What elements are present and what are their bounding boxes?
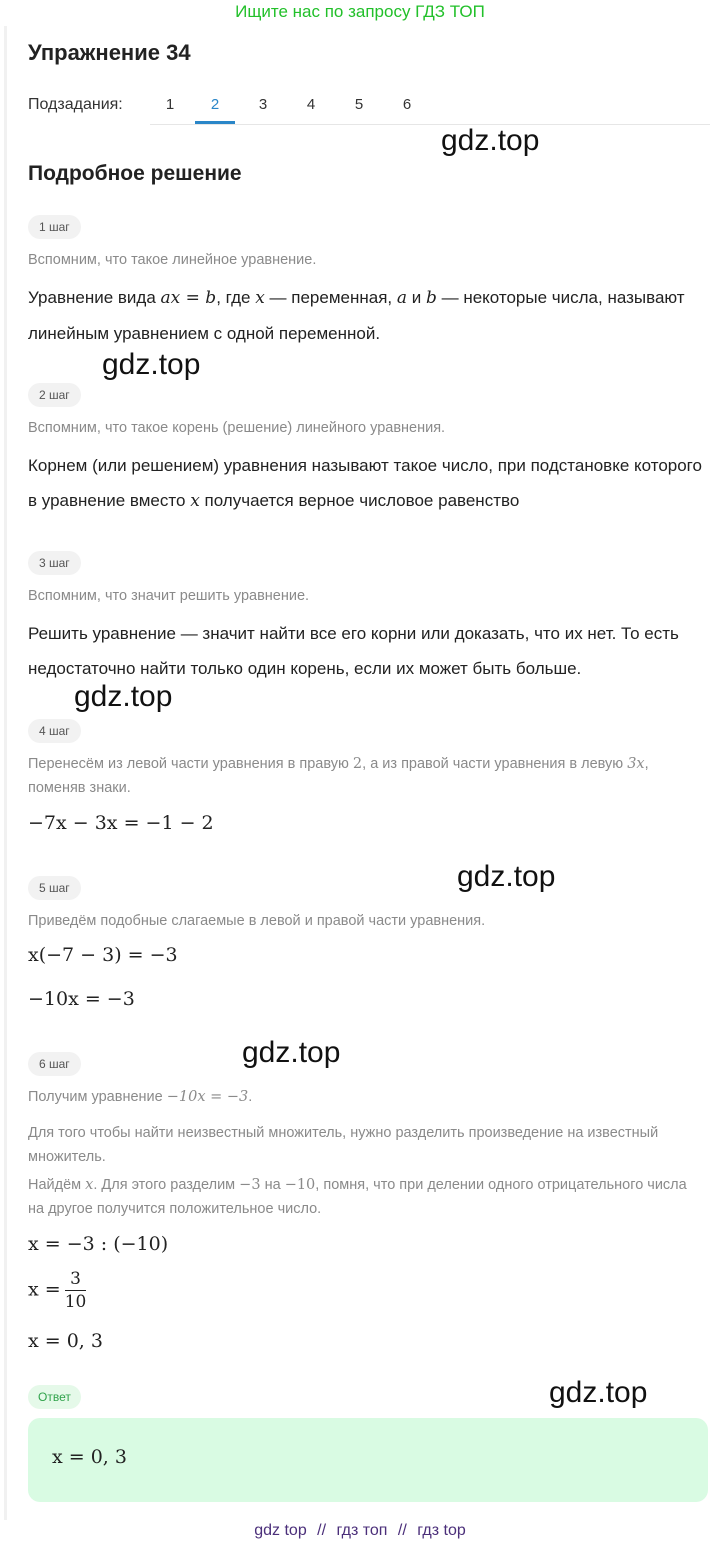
answer-box: [28, 1418, 708, 1502]
equation: x = 0, 3: [28, 1330, 103, 1352]
step-hint: Вспомним, что такое корень (решение) линейного уравнения.: [28, 420, 446, 436]
section-title: Подробное решение: [28, 162, 242, 185]
equation: x = −3 : (−10): [28, 1233, 169, 1255]
subtask-tabs: [150, 88, 710, 125]
step-badge: 2 шаг: [28, 383, 81, 407]
step-hint: Приведём подобные слагаемые в левой и правой части уравнения.: [28, 913, 486, 929]
promo-banner[interactable]: Ищите нас по запросу ГДЗ ТОП: [235, 2, 485, 21]
footer-separator: //: [317, 1522, 327, 1539]
watermark: gdz.top: [102, 348, 201, 381]
active-tab-indicator: [195, 121, 235, 124]
equation: x(−7 − 3) = −3: [28, 944, 178, 966]
watermark: gdz.top: [74, 680, 173, 713]
step-badge: 6 шаг: [28, 1052, 81, 1076]
tab-subtask-3[interactable]: 3: [258, 96, 268, 113]
equation: −10x = −3: [28, 988, 135, 1010]
step-hint: Найдём x. Для этого разделим −3 на −10, помня, что при делении одного отрицательного числа на другое получится положительное число.: [28, 1177, 687, 1217]
tab-subtask-6[interactable]: 6: [402, 96, 412, 113]
step-hint: Перенесём из левой части уравнения в правую 2, а из правой части уравнения в левую 3x, поменяв знаки.: [28, 756, 649, 796]
tab-subtask-1[interactable]: 1: [165, 96, 175, 113]
equation: x = $\frac{3}{10}$: [28, 1269, 87, 1312]
step-hint: Вспомним, что такое линейное уравнение.: [28, 252, 317, 268]
step-badge: 3 шаг: [28, 551, 81, 575]
exercise-title: Упражнение 34: [28, 40, 191, 65]
footer-separator: //: [397, 1522, 407, 1539]
fraction: $\frac{3}{10}$: [64, 1269, 87, 1312]
step-hint: Для того чтобы найти неизвестный множитель, нужно разделить произведение на известный множитель.: [28, 1125, 659, 1165]
step-hint: Вспомним, что значит решить уравнение.: [28, 588, 310, 604]
footer-link[interactable]: гдз топ: [336, 1522, 388, 1539]
step-text: Уравнение вида ax = b, где x — переменная, a и b — некоторые числа, называют линейным уравнением с одной переменной.: [28, 288, 685, 343]
step-text: Решить уравнение — значит найти все его корни или доказать, что их нет. То есть недостаточно найти только один корень, если их может быть больше.: [28, 624, 679, 678]
footer-links: [0, 1522, 720, 1540]
watermark: gdz.top: [549, 1376, 648, 1409]
answer-badge: Ответ: [28, 1385, 81, 1409]
step-badge: 5 шаг: [28, 876, 81, 900]
equation: −7x − 3x = −1 − 2: [28, 812, 214, 834]
watermark: gdz.top: [441, 124, 540, 157]
step-badge: 1 шаг: [28, 215, 81, 239]
step-hint: Получим уравнение −10x = −3.: [28, 1089, 253, 1105]
footer-link[interactable]: гдз top: [417, 1522, 466, 1539]
step-badge: 4 шаг: [28, 719, 81, 743]
watermark: gdz.top: [457, 860, 556, 893]
tab-subtask-5[interactable]: 5: [354, 96, 364, 113]
tab-subtask-4[interactable]: 4: [306, 96, 316, 113]
answer-value: x = 0, 3: [52, 1446, 127, 1468]
step-text: Корнем (или решением) уравнения называют такое число, при подстановке которого в уравнение вместо x получается верное числовое равенство: [28, 456, 702, 511]
footer-link[interactable]: gdz top: [254, 1522, 307, 1539]
watermark: gdz.top: [242, 1036, 341, 1069]
tab-subtask-2[interactable]: 2: [210, 96, 220, 113]
subtasks-label: Подзадания:: [28, 96, 123, 113]
